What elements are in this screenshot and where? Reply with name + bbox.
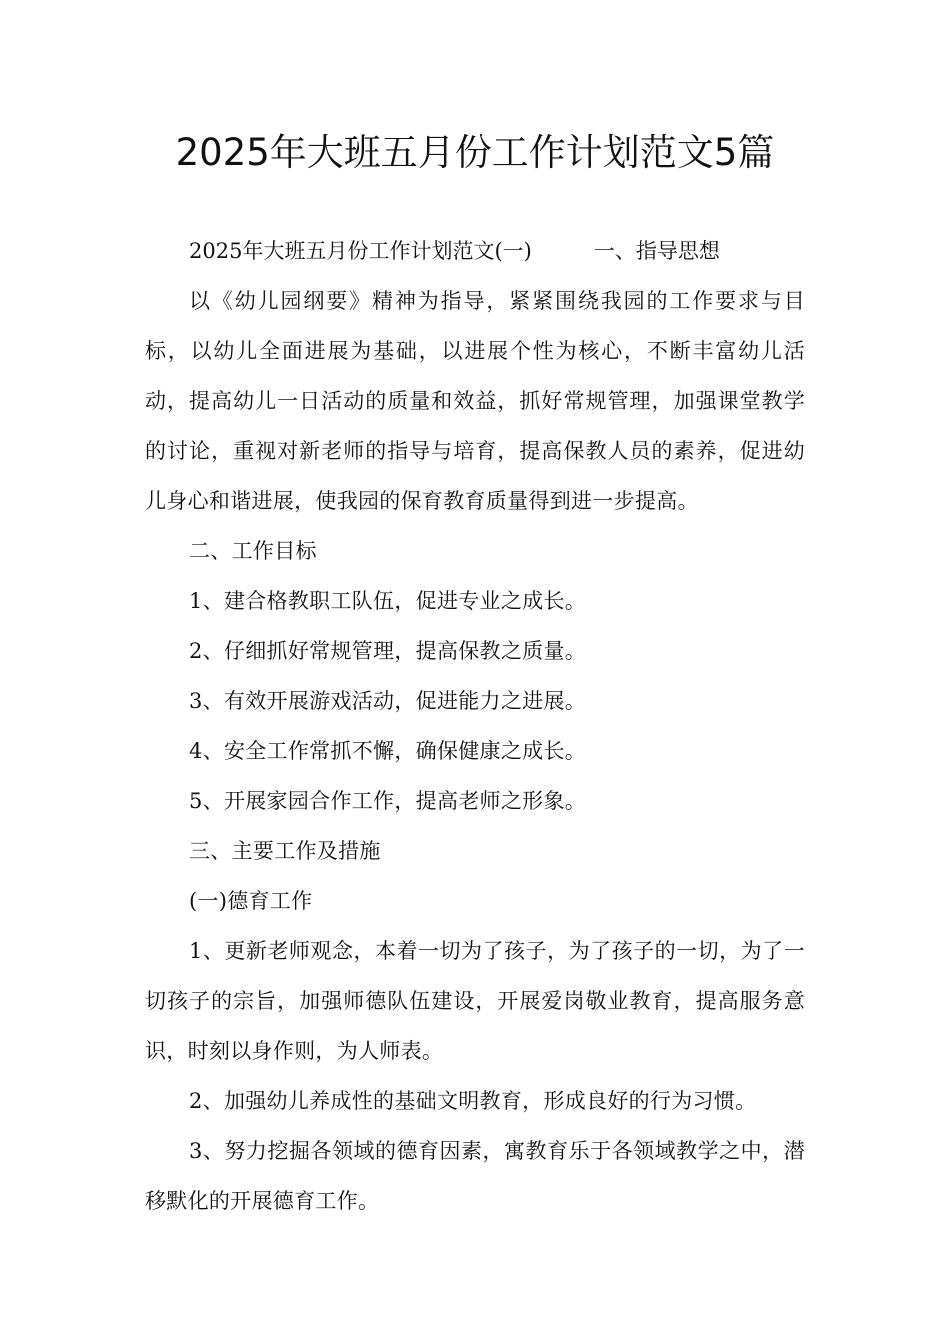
document-title: 2025年大班五月份工作计划范文5篇 [175, 131, 775, 174]
paragraph-guiding-thought: 以《幼儿园纲要》精神为指导，紧紧围绕我园的工作要求与目标，以幼儿全面进展为基础，以进展个性为核心，不断丰富幼儿活动，提高幼儿一日活动的质量和效益，抓好常规管理，加强课堂教学的讨论，重视对新老师的指导与培育，提高保教人员的素养，促进幼儿身心和谐进展，使我园的保育教育质量得到进一步提高。 [145, 289, 805, 513]
section-title-line [145, 226, 805, 276]
heading-work-goals: 二、工作目标 [189, 539, 317, 563]
goal-item: 1、建合格教职工队伍，促进专业之成长。 [189, 589, 587, 613]
moral-item: 2、加强幼儿养成性的基础文明教育，形成良好的行为习惯。 [189, 1089, 757, 1113]
moral-item: 1、更新老师观念，本着一切为了孩子，为了孩子的一切，为了一切孩子的宗旨，加强师德队伍建设，开展爱岗敬业教育，提高服务意识，时刻以身作则，为人师表。 [145, 939, 805, 1063]
document-body [145, 226, 805, 1226]
section-title: 2025年大班五月份工作计划范文(一) [189, 239, 532, 263]
moral-item: 3、努力挖掘各领域的德育因素，寓教育乐于各领域教学之中，潜移默化的开展德育工作。 [145, 1139, 805, 1213]
goal-item: 2、仔细抓好常规管理，提高保教之质量。 [189, 639, 587, 663]
goal-item: 3、有效开展游戏活动，促进能力之进展。 [189, 689, 587, 713]
goal-item: 4、安全工作常抓不懈，确保健康之成长。 [189, 739, 587, 763]
subheading-moral-education: (一)德育工作 [189, 889, 313, 913]
heading-main-work: 三、主要工作及措施 [189, 839, 381, 863]
goal-item: 5、开展家园合作工作，提高老师之形象。 [189, 789, 587, 813]
heading-guiding-thought: 一、指导思想 [593, 239, 720, 263]
